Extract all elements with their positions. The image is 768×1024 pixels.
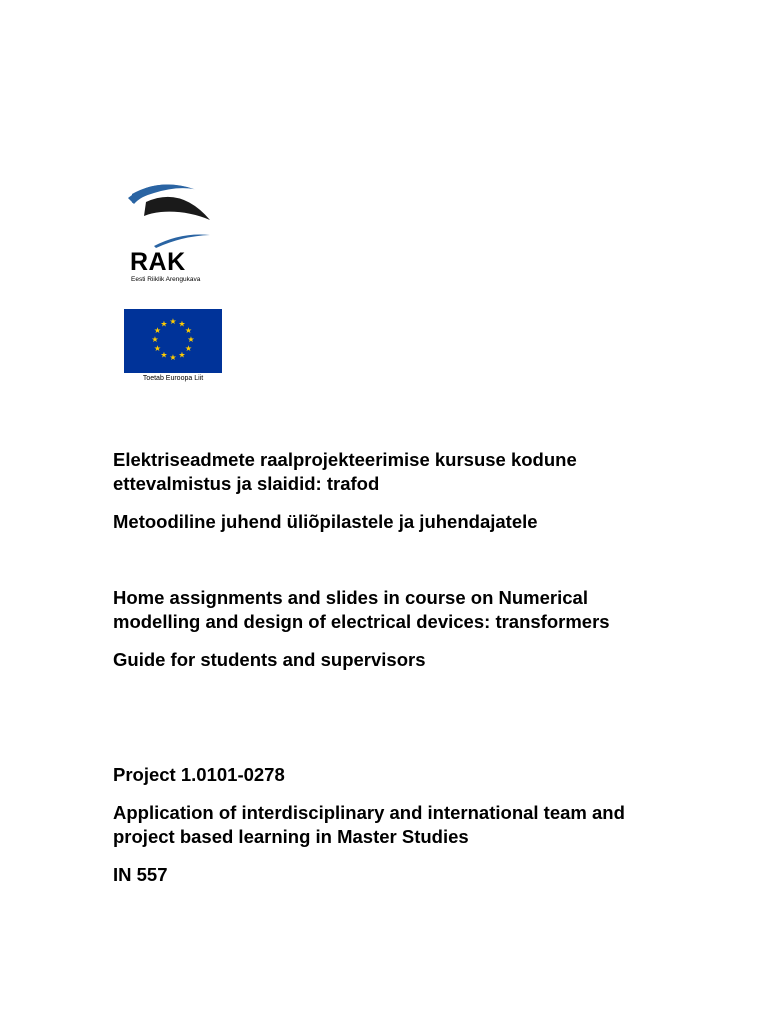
estonian-block <box>113 448 713 534</box>
svg-text:★: ★ <box>178 319 186 329</box>
english-subtitle: Guide for students and supervisors <box>113 649 426 670</box>
svg-text:★: ★ <box>169 317 177 326</box>
svg-text:★: ★ <box>153 326 162 335</box>
rak-logo <box>126 180 226 288</box>
english-block <box>113 586 713 672</box>
svg-text:★: ★ <box>153 344 162 353</box>
svg-text:★: ★ <box>184 344 193 353</box>
eu-flag-icon <box>124 309 222 373</box>
project-number: Project 1.0101-0278 <box>113 764 285 785</box>
svg-text:★: ★ <box>178 350 186 360</box>
svg-text:★: ★ <box>160 350 168 360</box>
rak-emblem-icon <box>126 180 226 250</box>
project-name: Application of interdisciplinary and international team and project based learning in Master Studies <box>113 802 625 847</box>
svg-text:★: ★ <box>169 353 177 362</box>
svg-text:★: ★ <box>187 335 195 344</box>
rak-wordmark: RAK <box>130 248 186 276</box>
eu-logo <box>124 309 224 389</box>
estonian-title: Elektriseadmete raalprojekteerimise kursuse kodune ettevalmistus ja slaidid: trafod <box>113 449 577 494</box>
project-code: IN 557 <box>113 864 168 885</box>
svg-text:★: ★ <box>184 326 193 335</box>
svg-text:★: ★ <box>160 319 168 329</box>
project-block <box>113 763 713 887</box>
estonian-subtitle: Metoodiline juhend üliõpilastele ja juhendajatele <box>113 511 538 532</box>
rak-subtitle: Eesti Riiklik Arengukava <box>131 276 201 283</box>
eu-caption: Toetab Euroopa Liit <box>142 375 204 382</box>
svg-text:★: ★ <box>151 335 159 344</box>
english-title: Home assignments and slides in course on Numerical modelling and design of electrical devices: transformers <box>113 587 610 632</box>
